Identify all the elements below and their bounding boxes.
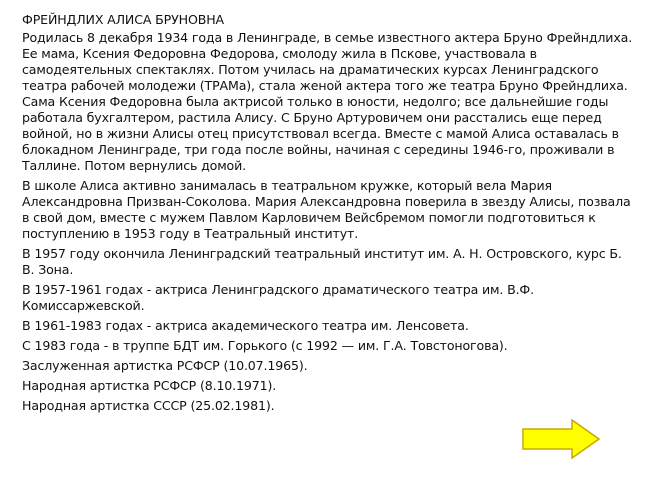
school-paragraph: В школе Алиса активно занималась в театральном кружке, который вела Мария Александровна Призван-Соколова. Мария Александровна поверила в звезду Алисы, позвала в свой дом, вместе с мужем Павлом Карловичем Вейсбремом помогли подготовиться к поступлению в 1953 году в Театральный институт. <box>22 178 631 241</box>
career-komissarzhevskaya: В 1957-1961 годах - актриса Ленинградского драматического театра им. В.Ф. Комиссаржевской. <box>22 282 534 313</box>
slide-content <box>22 12 634 418</box>
bio-paragraph: Родилась 8 декабря 1934 года в Ленинграде, в семье известного актера Бруно Фрейндлиха. Ее мама, Ксения Федоровна Федорова, смолоду жила в Пскове, участвовала в самодеятельных спектаклях. Потом училась на драматических курсах Ленинградского театра рабочей молодежи (ТРАМа), стала женой актера того же театра Бруно Фрейндлиха. Сама Ксения Федоровна была актрисой только в юности, недолго; все дальнейшие годы работала бухгалтером, растила Алису. С Бруно Артуровичем они расстались еще перед войной, но в жизни Алисы отец присутствовал всегда. Вместе с мамой Алиса оставалась в блокадном Ленинграде, три года после войны, начиная с середины 1946-го, проживали в Таллине. Потом вернулись домой. <box>22 30 633 173</box>
award-peoples-ussr: Народная артистка СССР (25.02.1981). <box>22 398 275 413</box>
career-bdt: С 1983 года - в труппе БДТ им. Горького (с 1992 — им. Г.А. Товстоногова). <box>22 338 508 353</box>
slide-title: ФРЕЙНДЛИХ АЛИСА БРУНОВНА <box>22 12 224 27</box>
right-arrow-icon <box>522 419 600 459</box>
award-peoples-rsfsr: Народная артистка РСФСР (8.10.1971). <box>22 378 277 393</box>
graduation-paragraph: В 1957 году окончила Ленинградский театральный институт им. А. Н. Островского, курс Б. В. Зона. <box>22 246 622 277</box>
award-honored-rsfsr: Заслуженная артистка РСФСР (10.07.1965). <box>22 358 308 373</box>
career-lensovet: В 1961-1983 годах - актриса академического театра им. Ленсовета. <box>22 318 469 333</box>
next-slide-button[interactable] <box>522 419 600 459</box>
